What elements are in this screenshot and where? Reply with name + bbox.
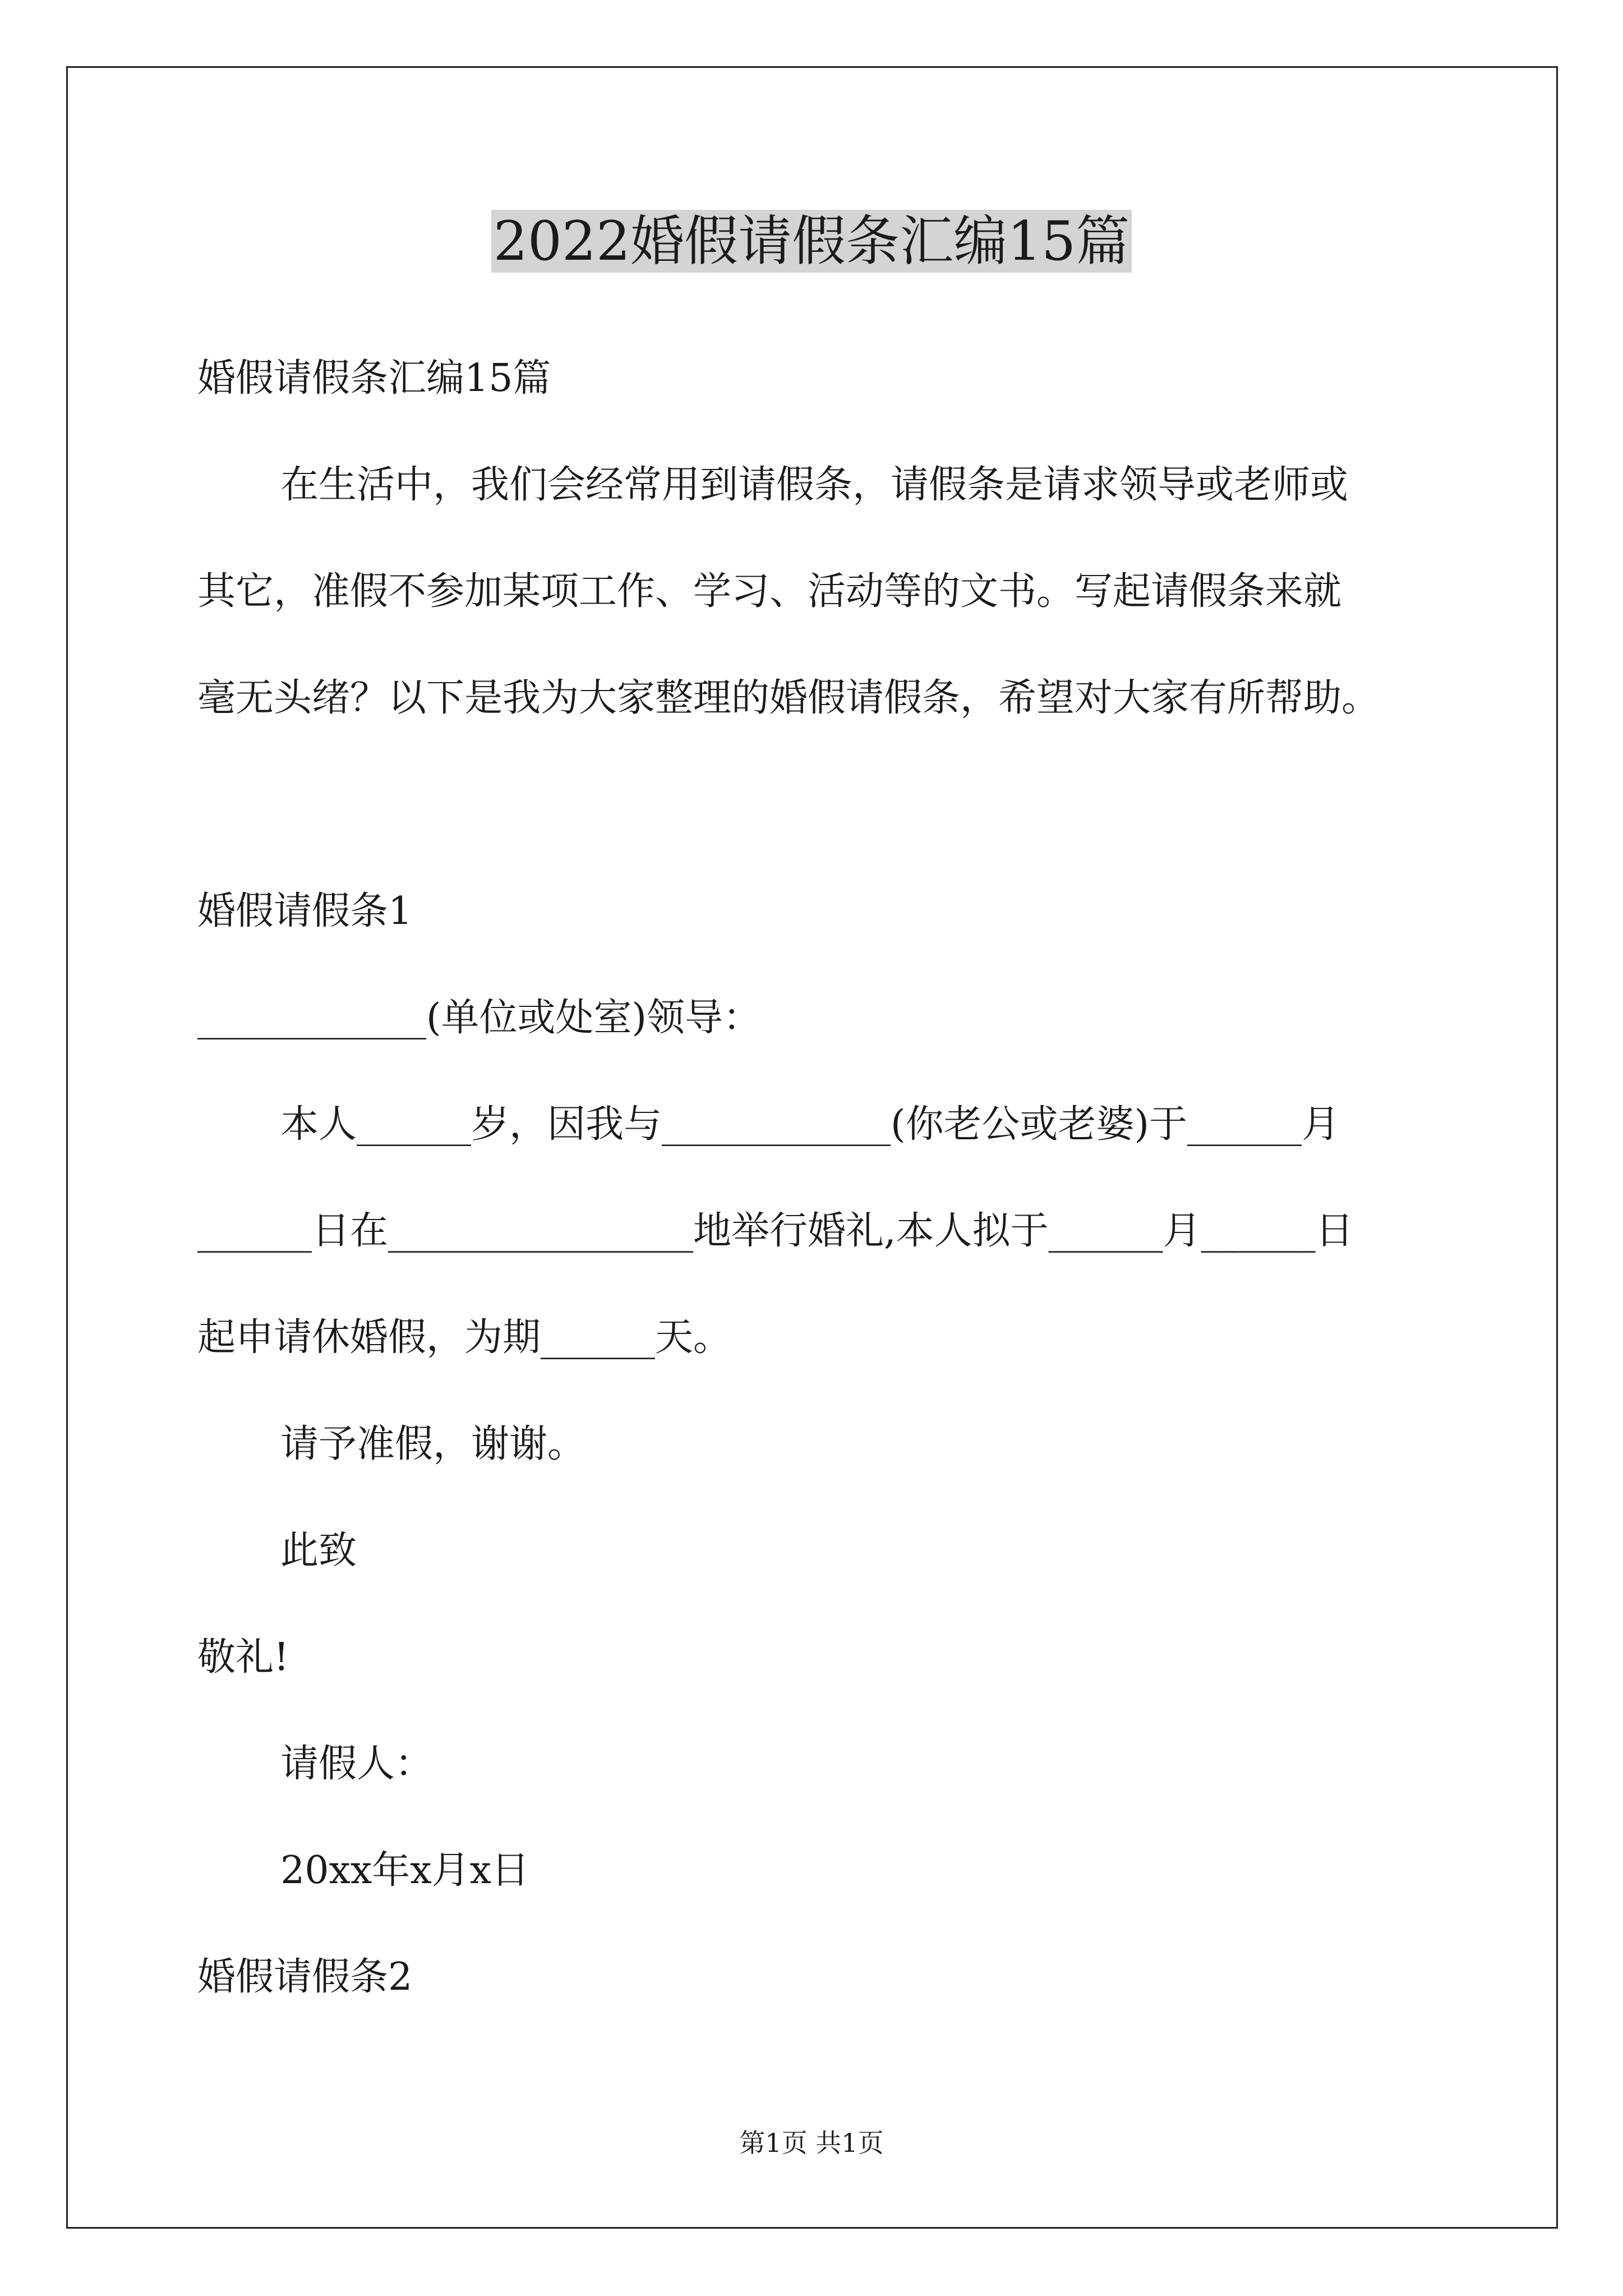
page-footer: 第1页 共1页 xyxy=(739,2128,884,2158)
document-subtitle: 婚假请假条汇编15篇 xyxy=(197,356,551,401)
letter-closing-2: 敬礼! xyxy=(197,1635,289,1680)
intro-paragraph-line-1: 在生活中，我们会经常用到请假条，请假条是请求领导或老师或 xyxy=(280,463,1349,507)
document-title: 2022婚假请假条汇编15篇 xyxy=(0,202,1623,280)
letter-addressee: ____________(单位或处室)领导： xyxy=(197,996,762,1040)
letter-body-line-2: ______日在________________地举行婚礼,本人拟于______月______日 xyxy=(197,1209,1354,1253)
intro-paragraph-line-3: 毫无头绪？以下是我为大家整理的婚假请假条，希望对大家有所帮助。 xyxy=(197,676,1380,720)
letter-date: 20xx年x月x日 xyxy=(280,1848,529,1893)
letter-applicant: 请假人： xyxy=(280,1742,434,1786)
intro-paragraph-line-2: 其它，准假不参加某项工作、学习、活动等的文书。写起请假条来就 xyxy=(197,569,1342,614)
letter-body-line-1: 本人______岁，因我与____________(你老公或老婆)于______月 xyxy=(280,1102,1340,1147)
letter-body-line-3: 起申请休婚假，为期______天。 xyxy=(197,1315,732,1360)
letter-request: 请予准假，谢谢。 xyxy=(280,1422,586,1466)
letter-closing-1: 此致 xyxy=(280,1529,357,1573)
section-heading-1: 婚假请假条1 xyxy=(197,889,413,933)
section-heading-2: 婚假请假条2 xyxy=(197,1955,413,1999)
